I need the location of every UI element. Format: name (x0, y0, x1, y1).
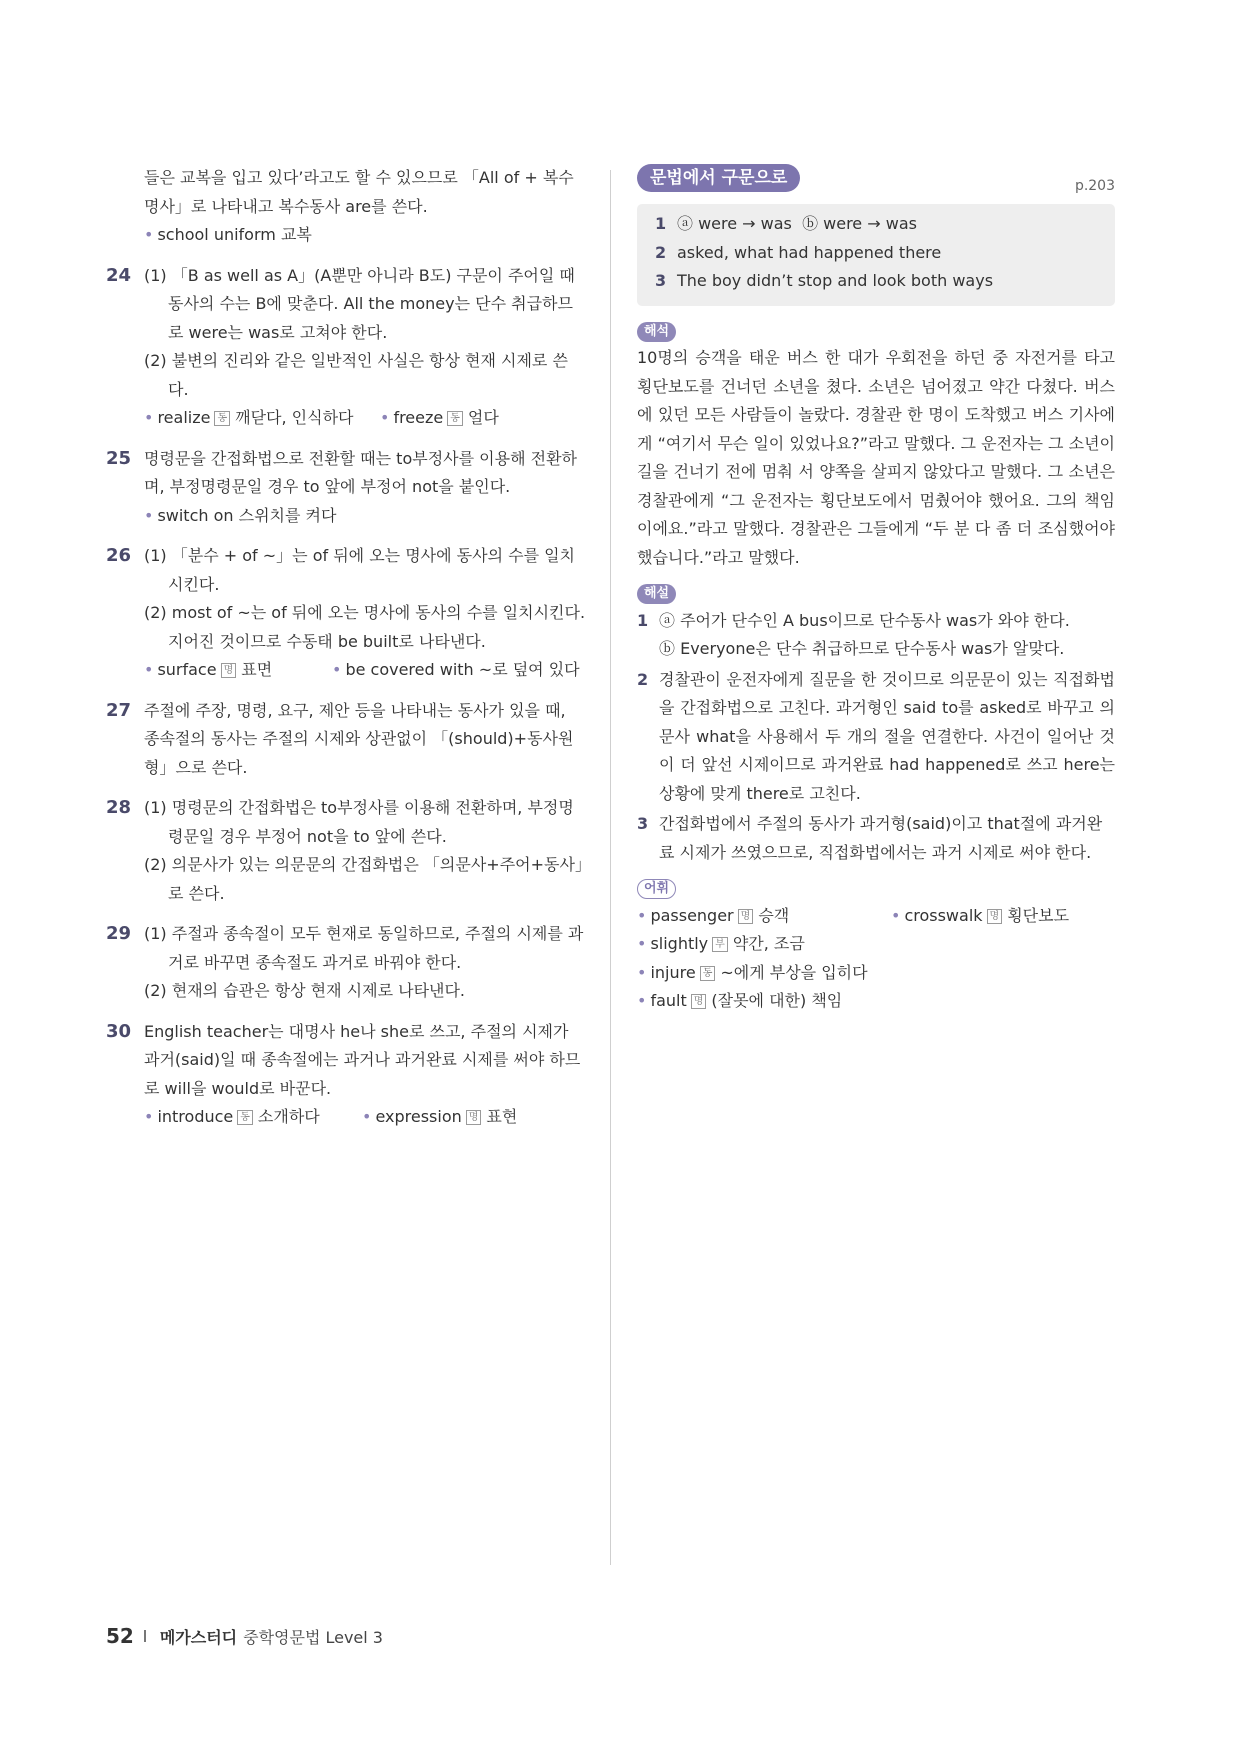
vocab-row (144, 404, 586, 433)
publisher-brand: 메가스터디 (159, 1628, 238, 1647)
vocab-word: passenger (650, 905, 734, 925)
explanation-line: (2) 불변의 진리와 같은 일반적인 사실은 항상 현재 시제로 쓴다. (144, 351, 568, 399)
vocab-item (637, 987, 842, 1016)
question-number: 26 (106, 545, 132, 566)
section-title: 문법에서 구문으로 (637, 164, 800, 192)
vocab-meaning: (잘못에 대한) 책임 (711, 991, 843, 1010)
question-number: 24 (106, 264, 132, 286)
vocab-meaning: 얼다 (467, 408, 499, 427)
vocab-row (637, 930, 1115, 959)
question-number: 27 (106, 699, 132, 721)
left-column (106, 164, 586, 1144)
book-title: 중학영문법 Level 3 (243, 1628, 383, 1647)
vocab-row (637, 987, 1115, 1016)
vocab-row (144, 221, 586, 250)
vocab-item (380, 404, 499, 433)
vocab-meaning: ~로 덮여 있다 (478, 660, 580, 679)
explanation-item (637, 810, 1115, 867)
question-24 (106, 262, 586, 433)
vocab-word: freeze (393, 408, 444, 427)
question-23-continued (106, 164, 586, 250)
page-number: 52 (106, 1624, 134, 1648)
vocab-word: slightly (650, 934, 709, 953)
vocab-meaning: 깨닫다, 인식하다 (235, 408, 354, 427)
vocab-word: school uniform (157, 225, 276, 244)
vocab-item (144, 656, 332, 685)
vocab-meaning: 교복 (280, 225, 312, 244)
explanation-line: English teacher는 대명사 he나 she로 쓰고, 주절의 시제가 과거(said)일 때 종속절에는 과거나 과거완료 시제를 써야 하므로 will을 would로 바꾼다. (144, 1021, 581, 1098)
vocab-item (362, 1103, 517, 1132)
explanation-item (637, 607, 1115, 664)
answer-item (655, 239, 1097, 268)
explanation-line: (1) 주절과 종속절이 모두 현재로 동일하므로, 주절의 시제를 과거로 바꾸면 종속절도 과거로 바꿔야 한다. (144, 924, 584, 972)
column-divider (610, 170, 611, 1565)
explanation-number: 3 (637, 814, 649, 833)
vocab-meaning: 승객 (758, 905, 790, 925)
explanation-item (637, 666, 1115, 809)
vocab-word: switch on (157, 505, 234, 525)
pos-badge: 동 (447, 411, 463, 426)
vocab-item (144, 502, 336, 531)
explanation-line: ⓑ Everyone은 단수 취급하므로 단수동사 was가 알맞다. (659, 639, 1065, 658)
answer-number: 2 (655, 242, 667, 262)
question-28 (106, 794, 586, 908)
answer-item (655, 267, 1097, 296)
explanation-line: 들은 교복을 입고 있다’라고도 할 수 있으므로 「All of + 복수명사」로 나타내고 복수동사 are를 쓴다. (144, 168, 574, 216)
vocab-meaning: 소개하다 (257, 1107, 320, 1126)
vocab-meaning: 표현 (486, 1107, 518, 1126)
explanation-tag: 해설 (637, 584, 676, 604)
question-30 (106, 1018, 586, 1132)
pos-badge: 명 (466, 1110, 482, 1125)
explanation-line: (1) 명령문의 간접화법은 to부정사를 이용해 전환하며, 부정명령문일 경우 부정어 not을 to 앞에 쓴다. (144, 798, 574, 846)
vocab-word: injure (650, 962, 696, 982)
pos-badge: 명 (691, 994, 707, 1009)
vocab-item (637, 959, 868, 988)
answer-number: 3 (655, 271, 667, 290)
vocab-item (144, 221, 312, 250)
explanation-line: 명령문을 간접화법으로 전환할 때는 to부정사를 이용해 전환하며, 부정명령문일 경우 to 앞에 부정어 not을 붙인다. (144, 448, 577, 496)
question-29 (106, 920, 586, 1006)
explanation-line: (2) 의문사가 있는 의문문의 간접화법은 「의문사+주어+동사」로 쓴다. (144, 855, 583, 903)
question-26 (106, 542, 586, 685)
vocab-row (144, 1103, 586, 1132)
question-number: 29 (106, 923, 132, 944)
vocab-word: expression (375, 1107, 462, 1126)
answer-box (637, 204, 1115, 306)
question-27 (106, 697, 586, 783)
answer-text: The boy didn’t stop and look both ways (677, 271, 994, 290)
explanation-line: 경찰관이 운전자에게 질문을 한 것이므로 의문문이 있는 직접화법을 간접화법으로 고친다. 과거형인 said to를 asked로 바꾸고 의문사 what을 사용해서 두 개의 절을 연결한다. 사건이 일어난 것이 더 앞선 시제이므로 과거완료 had happened로 쓰고 here는 상황에 맞게 there로 고친다. (659, 669, 1115, 803)
answer-number: 1 (655, 214, 667, 233)
vocab-word: surface (157, 660, 217, 679)
vocab-row (144, 656, 586, 685)
vocab-meaning: 스위치를 켜다 (238, 505, 337, 525)
explanation-line: (2) most of ~는 of 뒤에 오는 명사에 동사의 수를 일치시킨다. 지어진 것이므로 수동태 be built로 나타낸다. (144, 603, 586, 651)
pos-badge: 명 (987, 909, 1003, 924)
translation-paragraph: 10명의 승객을 태운 버스 한 대가 우회전을 하던 중 자전거를 타고 횡단보도를 건너던 소년을 쳤다. 소년은 넘어졌고 약간 다쳤다. 버스에 있던 모든 사람들이 놀랐다. 경찰관 한 명이 도착했고 버스 기사에게 “여기서 무슨 일이 있었나요?”라고 말했다. 그 운전자는 그 소년이 길을 건너기 전에 멈춰 서 양쪽을 살피지 않았다고 말했다. 그 소년은 경찰관에게 “그 운전자는 횡단보도에서 멈췄어야 했어요. 그의 책임이에요.”라고 말했다. 경찰관은 그들에게 “두 분 다 좀 더 조심했어야 했습니다.”라고 말했다. (637, 348, 1115, 567)
section-header (637, 164, 1115, 196)
vocab-word: fault (650, 991, 687, 1010)
question-number: 28 (106, 797, 132, 818)
vocab-word: introduce (157, 1107, 234, 1126)
translation-tag: 해석 (637, 322, 676, 342)
explanation-number: 2 (637, 669, 649, 689)
vocab-item (637, 930, 805, 959)
pos-badge: 동 (237, 1110, 253, 1125)
vocab-row (637, 959, 1115, 988)
vocab-item (144, 404, 380, 433)
question-number: 25 (106, 447, 132, 469)
right-column (637, 164, 1115, 1016)
vocab-item (637, 902, 891, 931)
pos-badge: 명 (221, 663, 237, 678)
answer-text: asked, what had happened there (677, 242, 942, 262)
vocab-row (144, 502, 586, 531)
explanation-line: (1) 「분수 + of ~」는 of 뒤에 오는 명사에 동사의 수를 일치시킨다. (144, 546, 576, 594)
question-25 (106, 445, 586, 531)
vocab-meaning: 표면 (241, 660, 273, 679)
vocab-word: realize (157, 408, 211, 427)
vocab-word: be covered with (345, 660, 474, 679)
explanation-line: 간접화법에서 주절의 동사가 과거형(said)이고 that절에 과거완료 시제가 쓰였으므로, 직접화법에서는 과거 시제로 써야 한다. (659, 814, 1103, 862)
vocab-item (332, 656, 580, 685)
explanation-line: 주절에 주장, 명령, 요구, 제안 등을 나타내는 동사가 있을 때, 종속절의 동사는 주절의 시제와 상관없이 「(should)+동사원형」으로 쓴다. (144, 700, 574, 777)
vocab-meaning: 횡단보도 (1007, 905, 1070, 925)
vocab-meaning: 약간, 조금 (732, 934, 805, 953)
vocab-meaning: ~에게 부상을 입히다 (720, 962, 868, 982)
vocab-item (144, 1103, 362, 1132)
pos-badge: 부 (712, 937, 728, 952)
explanation-line: (2) 현재의 습관은 항상 현재 시제로 나타낸다. (144, 981, 466, 1000)
explanation-line: ⓐ 주어가 단수인 A bus이므로 단수동사 was가 와야 한다. (659, 610, 1070, 630)
explanation-line: (1) 「B as well as A」(A뿐만 아니라 B도) 구문이 주어일 때 동사의 수는 B에 맞춘다. All the money는 단수 취급하므로 were는 was로 고쳐야 한다. (144, 265, 575, 342)
pos-badge: 동 (214, 411, 230, 426)
footer-separator (144, 1630, 146, 1642)
page-reference: p.203 (1074, 178, 1115, 194)
vocab-row (637, 902, 1115, 931)
answer-text: ⓐ were → was ⓑ were → was (677, 214, 917, 233)
pos-badge: 동 (700, 966, 716, 981)
vocab-tag: 어휘 (637, 879, 676, 899)
vocab-item (891, 902, 1069, 931)
answer-item (655, 210, 1097, 239)
question-number: 30 (106, 1020, 132, 1042)
vocab-word: crosswalk (904, 905, 983, 925)
explanation-number: 1 (637, 610, 649, 630)
page-footer (106, 1624, 383, 1648)
pos-badge: 명 (738, 909, 754, 924)
